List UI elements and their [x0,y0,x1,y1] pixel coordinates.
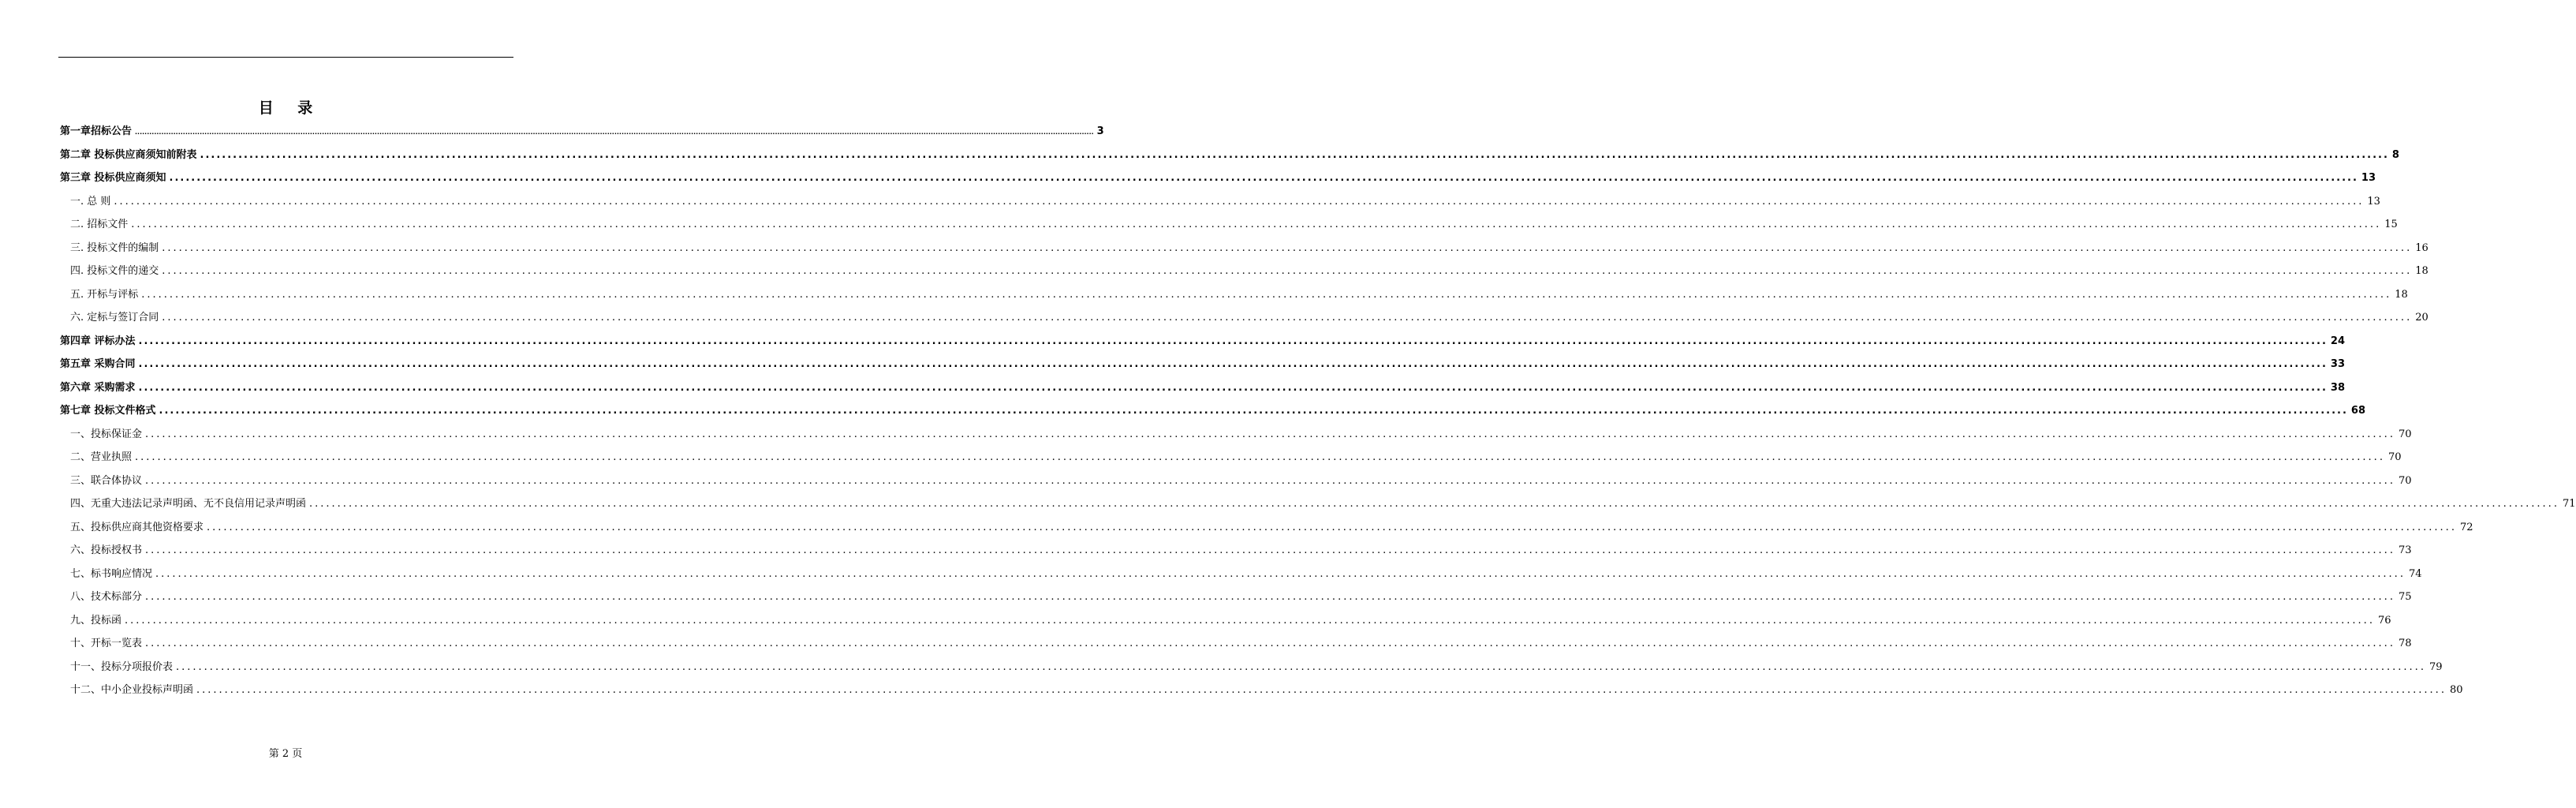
toc-dot-leader: ................................................................................................................................................................................................................................................................................................................................................................................................................ [162,241,2413,254]
toc-chapter-entry[interactable] [60,353,2346,376]
toc-dot-leader: ................................................................................................................................................................................................................................................................................................................................................................................................................ [138,358,2328,370]
toc-entry-label: 一. 总 则 [70,195,111,208]
toc-dot-leader: ................................................................................................................................................................................................................................................................................................................................................................................................................ [145,591,2395,603]
toc-dot-leader: ................................................................................................................................................................................................................................................................................................................................................................................................................ [145,474,2395,487]
toc-dot-leader: ................................................................................................................................................................................................................................................................................................................................................................................................................ [131,219,2382,230]
toc-dot-leader: ................................................................................................................................................................................................................................................................................................................................................................................................................ [138,335,2328,347]
toc-section-entry[interactable] [60,283,2408,307]
toc-entry-page-number: 80 [2449,684,2463,696]
toc-dot-leader: ................................................................................................................................................................................................................................................................................................................................................................................................................ [141,288,2392,301]
toc-entry-label: 五、投标供应商其他资格要求 [70,521,204,533]
toc-dot-leader: ................................................................................................................................................................................................................................................................................................................................................................................................................ [125,614,2375,627]
toc-entry-page-number: 3 [1096,125,1104,137]
toc-dot-leader: ................................................................................................................................................................................................................................................................................................................................................................................................................ [162,312,2413,324]
toc-section-entry[interactable] [60,516,2473,540]
toc-title: 目 录 [258,99,323,117]
toc-dot-leader: ................................................................................................................................................................................................................................................................................................................................................................................................................ [145,544,2395,556]
toc-dot-leader: ................................................................................................................................................................................................................................................................................................................................................................................................................ [145,638,2395,649]
toc-section-entry[interactable] [60,492,2576,516]
toc-dot-leader: ................................................................................................................................................................................................................................................................................................................................................................................................................ [159,405,2348,417]
toc-entry-label: 第一章招标公告 [60,125,133,137]
toc-entry-label: 六. 定标与签订合同 [70,312,159,324]
toc-dot-leader: ................................................................................................................................................................................................................................................................................................................................................................................................................ [145,428,2395,440]
toc-entry-page-number: 70 [2398,474,2412,487]
table-of-contents [60,120,2576,702]
toc-section-entry[interactable] [60,469,2412,493]
toc-entry-label: 二、营业执照 [70,451,133,463]
toc-dot-leader: ................................................................................................................................................................................................................................................................................................................................................................................................................ [309,498,2559,510]
toc-section-entry[interactable] [60,632,2412,656]
toc-section-entry[interactable] [60,260,2429,283]
toc-entry-page-number: 72 [2459,521,2473,533]
toc-entry-label: 第三章 投标供应商须知 [60,172,166,184]
toc-entry-page-number: 18 [2415,265,2429,277]
toc-entry-label: 七、标书响应情况 [70,567,153,580]
toc-section-entry[interactable] [60,679,2463,702]
toc-entry-page-number: 76 [2377,614,2391,627]
toc-entry-label: 三、联合体协议 [70,474,143,487]
toc-entry-label: 八、技术标部分 [70,591,143,603]
toc-entry-page-number: 18 [2395,288,2408,301]
toc-section-entry[interactable] [60,563,2422,586]
toc-dot-leader: ................................................................................................................................................................................................................................................................................................................................................................................................................ [200,148,2389,161]
toc-entry-label: 九、投标函 [70,614,122,627]
toc-entry-page-number: 74 [2408,567,2422,580]
toc-entry-page-number: 20 [2415,312,2429,324]
toc-entry-page-number: 13 [2367,195,2380,208]
toc-section-entry[interactable] [60,539,2412,563]
toc-entry-page-number: 70 [2398,428,2412,440]
toc-dot-leader: ................................................................................................................................................................................................................................................................................................................................................................................................................ [196,684,2447,696]
toc-entry-page-number: 71 [2562,498,2576,510]
toc-dot-leader: ................................................................................................................................................................................................................................................................................................................................................................................................................ [162,265,2413,277]
page-number-footer: 第 2 页 [268,748,303,760]
toc-section-entry[interactable] [60,423,2412,447]
toc-dot-leader: ................................................................................................................................................................................................................................................................................................................................................................................................................ [135,451,2385,463]
toc-entry-page-number: 24 [2330,335,2346,347]
toc-entry-page-number: 68 [2350,405,2366,417]
toc-dot-leader: ................................................................................................................................................................................................................................................................................................................................................................................................................ [207,521,2457,533]
toc-entry-label: 十二、中小企业投标声明函 [70,684,194,696]
toc-dot-leader: ................................................................................................................................................................................................................................................................................................................................................................................................................ [176,660,2426,673]
toc-entry-label: 四. 投标文件的递交 [70,265,159,277]
toc-section-entry[interactable] [60,609,2391,633]
toc-entry-label: 四、无重大违法记录声明函、无不良信用记录声明函 [70,498,307,510]
toc-entry-label: 第二章 投标供应商须知前附表 [60,148,197,161]
toc-chapter-entry[interactable] [60,376,2346,400]
toc-section-entry[interactable] [60,213,2398,237]
toc-entry-page-number: 38 [2330,381,2346,394]
toc-section-entry[interactable] [60,585,2412,609]
toc-entry-page-number: 13 [2361,172,2376,184]
toc-section-entry[interactable] [60,306,2429,330]
toc-entry-page-number: 73 [2398,544,2412,556]
toc-section-entry[interactable] [60,656,2443,679]
toc-entry-label: 二. 招标文件 [70,219,129,230]
toc-entry-page-number: 8 [2391,148,2399,161]
toc-chapter-entry[interactable] [60,144,2399,167]
toc-entry-label: 三. 投标文件的编制 [70,241,159,254]
toc-chapter-entry[interactable] [60,120,1104,144]
toc-entry-label: 十一、投标分项报价表 [70,660,174,673]
toc-entry-page-number: 75 [2398,591,2412,603]
header-rule [58,57,513,58]
toc-entry-page-number: 78 [2398,638,2412,649]
toc-dot-leader: ................................................................................................................................................................................................................................................................................................................................................................................................................ [114,195,2365,208]
toc-dot-leader: ................................................................................................................................................................................................................................................................................................................................................................................................................ [135,129,1094,136]
toc-entry-label: 第四章 评标办法 [60,335,136,347]
toc-entry-page-number: 70 [2387,451,2402,463]
toc-entry-label: 五. 开标与评标 [70,288,139,301]
toc-entry-label: 一、投标保证金 [70,428,143,440]
toc-entry-page-number: 79 [2429,660,2443,673]
toc-dot-leader: ................................................................................................................................................................................................................................................................................................................................................................................................................ [138,381,2328,394]
toc-dot-leader: ................................................................................................................................................................................................................................................................................................................................................................................................................ [155,567,2406,580]
toc-entry-label: 第五章 采购合同 [60,358,136,370]
toc-section-entry[interactable] [60,190,2380,214]
toc-dot-leader: ................................................................................................................................................................................................................................................................................................................................................................................................................ [169,172,2358,184]
toc-entry-label: 十、开标一览表 [70,638,143,649]
toc-chapter-entry[interactable] [60,399,2366,423]
toc-entry-page-number: 16 [2415,241,2429,254]
toc-section-entry[interactable] [60,446,2402,469]
toc-entry-label: 第六章 采购需求 [60,381,136,394]
toc-entry-label: 六、投标授权书 [70,544,143,556]
toc-entry-page-number: 15 [2384,219,2398,230]
toc-section-entry[interactable] [60,237,2429,260]
toc-chapter-entry[interactable] [60,166,2376,190]
toc-entry-label: 第七章 投标文件格式 [60,405,156,417]
toc-chapter-entry[interactable] [60,330,2346,354]
toc-entry-page-number: 33 [2330,358,2346,370]
